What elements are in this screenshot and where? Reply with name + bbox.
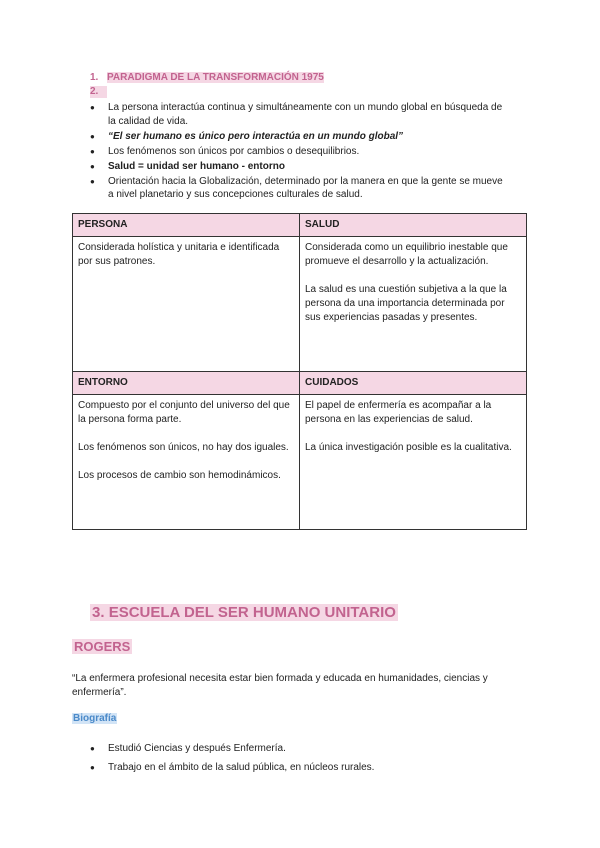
cell-text: La única investigación posible es la cualitativa. — [305, 442, 512, 453]
paradigm-table — [72, 213, 527, 530]
item-number: 2. — [90, 86, 107, 98]
ordered-item-1 — [90, 72, 324, 84]
paradigm-bullet-list — [90, 101, 510, 203]
cell-text: Los procesos de cambio son hemodinámicos. — [78, 470, 281, 481]
section-3-heading — [90, 604, 398, 621]
cell-text: Los fenómenos son únicos, no hay dos iguales. — [78, 442, 289, 453]
table-header-cuidados: CUIDADOS — [300, 372, 527, 395]
table-cell-persona — [73, 237, 300, 372]
rogers-quote: “La enfermera profesional necesita estar bien formada y educada en humanidades, ciencias y enfermería”. — [72, 673, 488, 698]
cell-text: La salud es una cuestión subjetiva a la que la persona da una importancia determinada por sus experiencias pasadas y presentes. — [305, 284, 507, 323]
list-item: ● Los fenómenos son únicos por cambios o desequilibrios. — [90, 145, 510, 159]
table-row — [73, 214, 527, 237]
list-item: ● Orientación hacia la Globalización, determinado por la manera en que la gente se mueve a nivel planetario y sus concepciones culturales de salud. — [90, 175, 510, 202]
table-row — [73, 395, 527, 530]
list-item: ● Salud = unidad ser humano - entorno — [90, 160, 510, 174]
item-number: 1. — [90, 72, 99, 83]
table-header-salud: SALUD — [300, 214, 527, 237]
section-number: 3. — [92, 604, 105, 621]
cell-text: Compuesto por el conjunto del universo del que la persona forma parte. — [78, 400, 290, 425]
biography-list — [90, 742, 510, 777]
list-item: ● La persona interactúa continua y simultáneamente con un mundo global en búsqueda de la calidad de vida. — [90, 101, 510, 128]
table-header-entorno: ENTORNO — [73, 372, 300, 395]
table-cell-salud — [300, 237, 527, 372]
paradigm-title: PARADIGMA DE LA TRANSFORMACIÓN 1975 — [107, 72, 324, 83]
list-item: ● Estudió Ciencias y después Enfermería. — [90, 742, 510, 756]
table-cell-entorno — [73, 395, 300, 530]
list-item: ● Trabajo en el ámbito de la salud pública, en núcleos rurales. — [90, 761, 510, 775]
cell-text: Considerada holística y unitaria e identificada por sus patrones. — [78, 242, 280, 267]
list-item: ● “El ser humano es único pero interactúa en un mundo global” — [90, 130, 510, 144]
ordered-item-2 — [90, 86, 107, 98]
table-cell-cuidados — [300, 395, 527, 530]
table-header-persona: PERSONA — [73, 214, 300, 237]
biography-heading: Biografía — [73, 713, 117, 724]
table-row — [73, 372, 527, 395]
table-row — [73, 237, 527, 372]
cell-text: El papel de enfermería es acompañar a la persona en las experiencias de salud. — [305, 400, 492, 425]
rogers-heading: ROGERS — [74, 639, 131, 654]
cell-text: Considerada como un equilibrio inestable que promueve el desarrollo y la actualización. — [305, 242, 508, 267]
section-title: ESCUELA DEL SER HUMANO UNITARIO — [108, 604, 396, 621]
